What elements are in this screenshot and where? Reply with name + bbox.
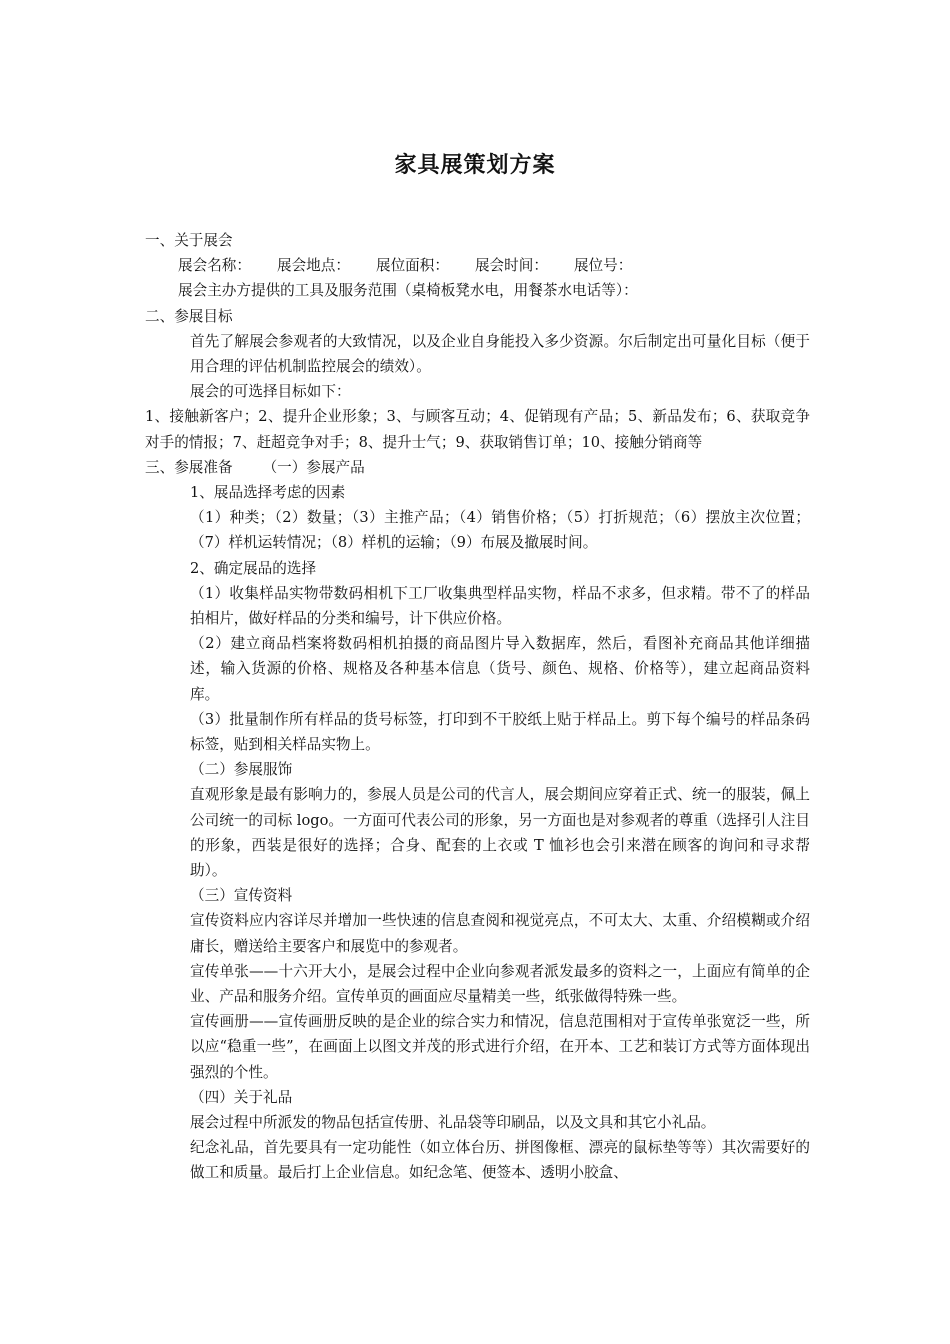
section-3-heading-line — [145, 455, 810, 480]
document-body — [145, 228, 810, 1186]
materials-paragraph: 宣传资料应内容详尽并增加一些快速的信息查阅和视觉亮点，不可太大、太重、介绍模糊或介绍庸长，赠送给主要客户和展览中的参观者。 — [190, 912, 810, 955]
product-selection-heading: 2、确定展品的选择 — [190, 559, 317, 577]
organizer-tools-line: 展会主办方提供的工具及服务范围（桌椅板凳水电，用餐茶水电话等）： — [178, 282, 638, 300]
field-booth-number: 展位号： — [573, 257, 633, 275]
product-factors-heading: 1、展品选择考虑的因素 — [190, 483, 346, 501]
field-exhibition-location: 展会地点： — [276, 257, 350, 275]
section-3-heading: 三、参展准备 — [145, 458, 233, 476]
attire-paragraph: 直观形象是最有影响力的，参展人员是公司的代言人，展会期间应穿着正式、统一的服装，佩上公司统一的司标 logo。一方面可代表公司的形象，另一方面也是对参观者的尊重（选择引人注目的形象，西装是很好的选择；合身、配套的上衣或 T 恤衫也会引来潜在顾客的询问和寻求帮助）。 — [190, 786, 810, 879]
materials-paragraph: 宣传画册——宣传画册反映的是企业的综合实力和情况，信息范围相对于宣传单张宽泛一些，所以应“稳重一些”，在画面上以图文并茂的形式进行介绍，在开本、工艺和装订方式等方面体现出强烈的个性。 — [190, 1013, 810, 1081]
exhibition-info-fields — [145, 253, 810, 278]
product-selection-item: （1）收集样品实物带数码相机下工厂收集典型样品实物，样品不求多，但求精。带不了的样品拍相片，做好样品的分类和编号，计下供应价格。 — [190, 584, 810, 627]
field-exhibition-time: 展会时间： — [474, 257, 548, 275]
subsection-gifts-heading: （四）关于礼品 — [190, 1088, 293, 1106]
product-factors-text: （1）种类；（2）数量；（3）主推产品；（4）销售价格；（5）打折规范；（6）摆放主次位置；（7）样机运转情况；（8）样机的运输；（9）布展及撤展时间。 — [190, 509, 810, 552]
materials-paragraph: 宣传单张——十六开大小，是展会过程中企业向参观者派发最多的资料之一，上面应有简单的企业、产品和服务介绍。宣传单页的画面应尽量精美一些，纸张做得特殊一些。 — [190, 962, 810, 1005]
section-1-heading: 一、关于展会 — [145, 232, 233, 249]
gifts-paragraph: 展会过程中所派发的物品包括宣传册、礼品袋等印刷品，以及文具和其它小礼品。 — [190, 1113, 716, 1131]
subsection-attire-heading: （二）参展服饰 — [190, 761, 293, 779]
gifts-paragraph: 纪念礼品，首先要具有一定功能性（如立体台历、拼图像框、漂亮的鼠标垫等等）其次需要好的做工和质量。最后打上企业信息。如纪念笔、便签本、透明小胶盒、 — [190, 1139, 810, 1182]
goals-intro-paragraph: 首先了解展会参观者的大致情况，以及企业自身能投入多少资源。尔后制定出可量化目标（便于用合理的评估机制监控展会的绩效）。 — [190, 332, 810, 375]
field-booth-area: 展位面积： — [375, 257, 449, 275]
product-selection-item: （3）批量制作所有样品的货号标签，打印到不干胶纸上贴于样品上。剪下每个编号的样品条码标签，贴到相关样品实物上。 — [190, 710, 810, 753]
product-selection-item: （2）建立商品档案将数码相机拍摄的商品图片导入数据库，然后，看图补充商品其他详细描述，输入货源的价格、规格及各种基本信息（货号、颜色、规格、价格等），建立起商品资料库。 — [190, 635, 810, 703]
document-title: 家具展策划方案 — [394, 152, 556, 178]
goals-list: 1、接触新客户；2、提升企业形象；3、与顾客互动；4、促销现有产品；5、新品发布；6、获取竞争对手的情报；7、赶超竞争对手；8、提升士气；9、获取销售订单；10、接触分销商等 — [145, 408, 810, 451]
section-2-heading: 二、参展目标 — [145, 307, 233, 325]
subsection-products-heading: （一）参展产品 — [262, 458, 365, 476]
subsection-materials-heading: （三）宣传资料 — [190, 887, 293, 905]
field-exhibition-name: 展会名称： — [178, 257, 251, 275]
goals-list-intro: 展会的可选择目标如下： — [190, 383, 351, 401]
